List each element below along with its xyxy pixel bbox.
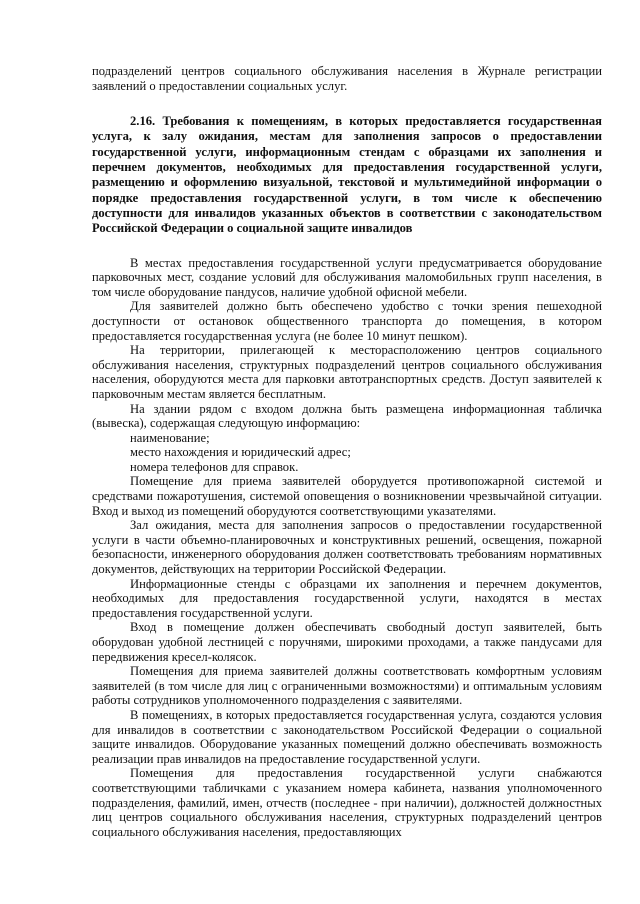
paragraph-parking: В местах предоставления государственной услуги предусматривается оборудование парковочных мест, создание условий для обслуживания маломобильных групп населения, в том числе оборудование пандусов, наличие удобной офисной мебели. [92,255,602,299]
list-item: место нахождения и юридический адрес; [130,445,351,460]
paragraph-room-signs: Помещения для предоставления государственной услуги снабжаются соответствующими табличками с указанием номера кабинета, названия уполномоченного подразделения, фамилий, имен, отчеств (последнее - при наличии), должностей должностных лиц центров социального обслуживания населения, структурных подразделений центров социального обслуживания населения, предоставляющих [92,766,602,839]
paragraph-waiting-hall: Зал ожидания, места для заполнения запросов о предоставлении государственной услуги в части объемно-планировочных и конструктивных решений, освещения, пожарной безопасности, инженерного оборудования должен соответствовать требованиям нормативных документов, действующих на территории Российской Федерации. [92,518,602,577]
section-heading: 2.16. Требования к помещениям, в которых предоставляется государственная услуга, к залу ожидания, местам для заполнения запросов о предоставлении государственной услуги, информационным стендам с образцами их заполнения и перечнем документов, необходимых для предоставления государственной услуги, размещению и оформлению визуальной, текстовой и мультимедийной информации о порядке предоставления государственной услуги, в том числе к обеспечению доступности для инвалидов указанных объектов в соответствии с законодательством Российской Федерации о социальной защите инвалидов [92,114,602,236]
document-page [92,64,602,839]
paragraph-signboard: На здании рядом с входом должна быть размещена информационная табличка (вывеска), содержащая следующую информацию: [92,401,602,431]
paragraph-info-stands: Информационные стенды с образцами их заполнения и перечнем документов, необходимых для предоставления государственной услуги, находятся в местах предоставления государственной услуги. [92,576,602,620]
list-item: наименование; [130,430,210,445]
paragraph-disabled-conditions: В помещениях, в которых предоставляется государственная услуга, создаются условия для инвалидов в соответствии с законодательством Российской Федерации о социальной защите инвалидов. Оборудование указанных помещений должно обеспечивать возможность реализации прав инвалидов на предоставление государственной услуги. [92,707,602,766]
paragraph-pedestrian-access: Для заявителей должно быть обеспечено удобство с точки зрения пешеходной доступности от остановок общественного транспорта до помещения, в котором предоставляется государственная услуга (не более 10 минут пешком). [92,299,602,343]
paragraph-fire-safety: Помещение для приема заявителей оборудуется противопожарной системой и средствами пожаротушения, системой оповещения о возникновении чрезвычайной ситуации. Вход и выход из помещений оборудуются соответствующими указателями. [92,474,602,518]
signboard-info-list [92,431,602,475]
intro-paragraph: подразделений центров социального обслуживания населения в Журнале регистрации заявлений о предоставлении социальных услуг. [92,64,602,93]
paragraph-entrance: Вход в помещение должен обеспечивать свободный доступ заявителей, быть оборудован удобной лестницей с поручнями, широкими проходами, а также пандусами для передвижения кресел-колясок. [92,620,602,664]
list-item: номера телефонов для справок. [130,459,299,474]
paragraph-reception-rooms: Помещения для приема заявителей должны соответствовать комфортным условиям заявителей (в том числе для лиц с ограниченными возможностями) и оптимальным условиям работы сотрудников уполномоченного подразделения с заявителями. [92,664,602,708]
paragraph-territory-parking: На территории, прилегающей к месторасположению центров социального обслуживания населения, структурных подразделений центров социального обслуживания населения, оборудуются места для парковки автотранспортных средств. Доступ заявителей к парковочным местам является бесплатным. [92,343,602,401]
